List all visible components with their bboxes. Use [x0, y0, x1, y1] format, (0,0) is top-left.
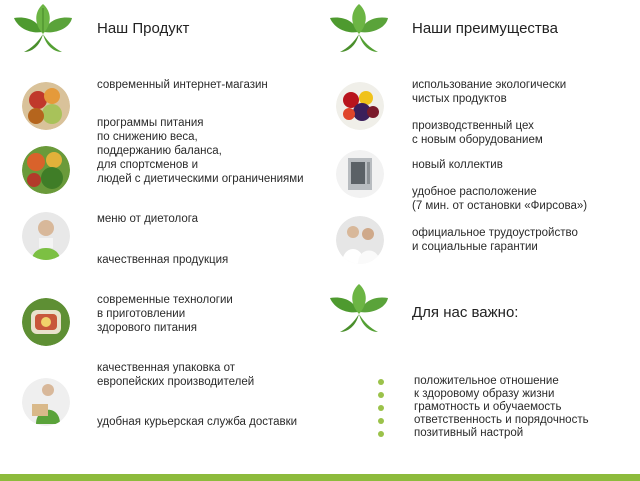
- important-item-4: позитивный настрой: [414, 427, 524, 439]
- bullet-dot: [378, 431, 384, 437]
- important-heading: Для нас важно:: [412, 304, 519, 321]
- fruit-platter-icon: [22, 82, 70, 130]
- advantage-item-4: удобное расположение (7 мин. от остановки «Фирсова»): [412, 186, 588, 212]
- important-item-3: ответственность и порядочность: [414, 414, 589, 426]
- important-item-1: положительное отношение к здоровому образу жизни: [414, 375, 559, 400]
- product-item-1: современный интернет-магазин: [97, 79, 268, 91]
- bullet-dot: [378, 392, 384, 398]
- bottom-accent-bar: [0, 474, 640, 481]
- mint-leaf-icon: [328, 284, 390, 336]
- product-item-7: удобная курьерская служба доставки: [97, 416, 298, 428]
- advantage-item-2: производственный цех с новым оборудованием: [412, 120, 543, 146]
- product-item-4: качественная продукция: [97, 254, 229, 266]
- product-item-5: современные технологии в приготовлении здорового питания: [97, 294, 233, 334]
- bullet-dot: [378, 405, 384, 411]
- bullet-dot: [378, 418, 384, 424]
- bullet-dot: [378, 379, 384, 385]
- packaged-meal-icon: [22, 298, 70, 346]
- advantage-item-5: официальное трудоустройство и социальные гарантии: [412, 227, 578, 253]
- courier-icon: [22, 378, 70, 426]
- vegetables-icon: [22, 146, 70, 194]
- mint-leaf-icon: [328, 4, 390, 56]
- product-item-2: программы питания по снижению веса, поддержанию баланса, для спортсменов и людей с диетическими ограничениями: [97, 117, 304, 185]
- mint-leaf-icon: [12, 4, 74, 56]
- product-item-6: качественная упаковка от европейских производителей: [97, 362, 255, 388]
- important-item-2: грамотность и обучаемость: [414, 401, 562, 413]
- chefs-icon: [336, 216, 384, 264]
- advantages-heading: Наши преимущества: [412, 20, 558, 37]
- advantage-item-3: новый коллектив: [412, 159, 503, 171]
- product-heading: Наш Продукт: [97, 20, 190, 37]
- berries-icon: [336, 82, 384, 130]
- dietitian-icon: [22, 212, 70, 260]
- oven-icon: [336, 150, 384, 198]
- advantage-item-1: использование экологически чистых продуктов: [412, 79, 567, 105]
- product-item-3: меню от диетолога: [97, 213, 199, 225]
